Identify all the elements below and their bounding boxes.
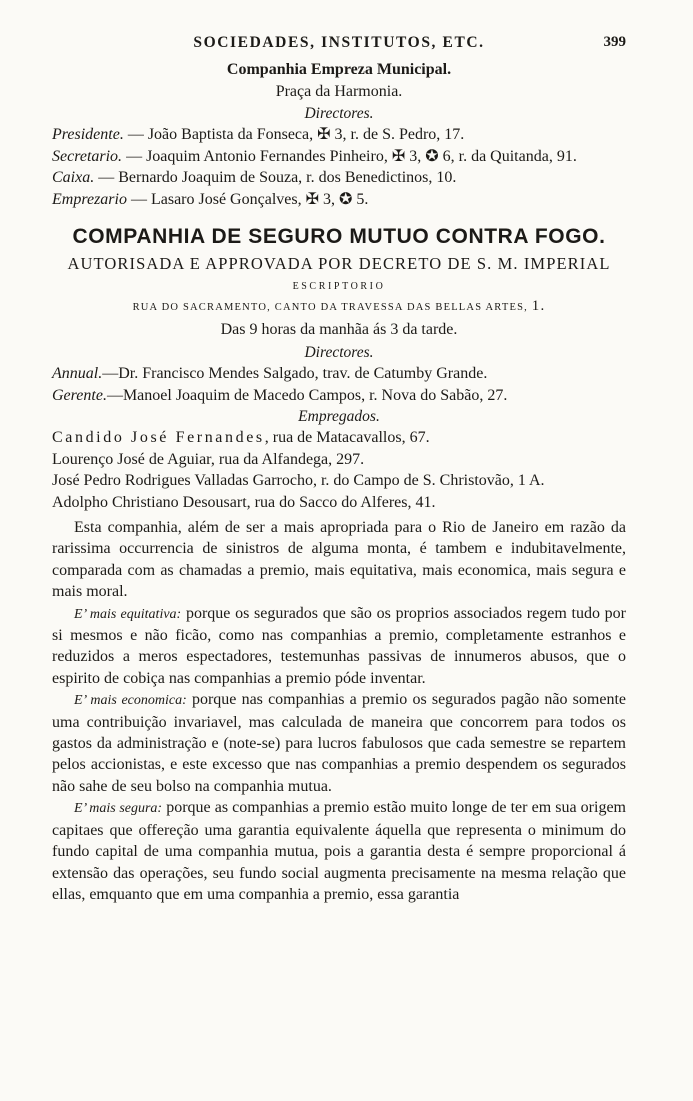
empregado-entry	[52, 492, 626, 514]
seguro-title: COMPANHIA DE SEGURO MUTUO CONTRA FOGO.	[72, 225, 606, 248]
director-entry	[52, 189, 626, 211]
empregado-details: , rua de Matacavallos, 67.	[264, 429, 430, 446]
director-details: — João Baptista da Fonseca, ✠ 3, r. de S. Pedro, 17.	[123, 126, 465, 143]
page-number: 399	[603, 34, 626, 50]
escriptorio-label: ESCRIPTORIO	[292, 281, 386, 292]
director-details: —Manoel Joaquim de Macedo Campos, r. Nova do Sabão, 27.	[106, 386, 508, 404]
empresa-address: Praça da Harmonia.	[275, 83, 403, 100]
running-head	[52, 34, 626, 58]
director-entry	[52, 124, 626, 146]
paragraph-lead: E’ mais equitativa:	[74, 606, 182, 622]
seguro-address-number: 1.	[531, 298, 546, 314]
page-content	[52, 34, 626, 905]
empresa-directores-heading: Directores.	[304, 105, 374, 122]
director-role: Secretario.	[52, 147, 123, 165]
paragraph-lead: E’ mais economica:	[74, 693, 187, 709]
paragraph-text: Esta companhia, além de ser a mais apropriada para o Rio de Janeiro em razão da rarissima occurrencia de sinistros de alguma monta, é tambem e indubitavelmente, comparada com as chamadas a premio, mais equitativa, mais economica, mais segura e mais moral.	[52, 519, 626, 601]
empregado-details: Adolpho Christiano Desousart, rua do Sacco do Alferes, 41.	[52, 493, 436, 511]
paragraph-text: porque os segurados que são os proprios associados regem tudo por si mesmos e não ficão, como nas companhias a premio, completamente estranhos e reduzidos a meros espectadores, testemunhas passivas de innumeros abusos, que o espirito de cobiça nas companhias a premio póde inventar.	[52, 604, 626, 687]
seguro-directores-list	[52, 363, 626, 406]
body-paragraph	[52, 797, 626, 905]
paragraph-text: porque as companhias a premio estão muito longe de ter em sua origem capitaes que offereção uma garantia equivalente áquella que representa o minimum do fundo capital de uma companhia mutua, pois a garantia desta é sempre proporcional á extensão das operações, seu fundo social augmenta precisamente na mesma relação que ellas, emquanto que em uma companhia a premio, essa garantia	[52, 799, 626, 903]
empresa-directores-list	[52, 124, 626, 210]
director-details: —Dr. Francisco Mendes Salgado, trav. de Catumby Grande.	[102, 365, 488, 382]
seguro-empregados-heading: Empregados.	[298, 408, 380, 425]
seguro-hours: Das 9 horas da manhãa ás 3 da tarde.	[220, 321, 458, 338]
empresa-name: Companhia Empreza Municipal.	[226, 61, 452, 78]
seguro-empregados-list	[52, 427, 626, 513]
director-entry	[52, 385, 626, 407]
director-entry	[52, 167, 626, 189]
body-paragraph	[52, 689, 626, 797]
body-paragraph	[52, 603, 626, 690]
body-paragraph	[52, 517, 626, 603]
director-role: Caixa.	[52, 169, 95, 186]
director-role: Annual.	[52, 365, 103, 382]
director-entry	[52, 146, 626, 168]
paragraph-lead: E’ mais segura:	[74, 801, 163, 817]
empregado-details: Lourenço José de Aguiar, rua da Alfandega, 297.	[52, 450, 365, 468]
empregado-name: Candido José Fernandes	[52, 429, 265, 446]
director-details: — Bernardo Joaquim de Souza, r. dos Benedictinos, 10.	[94, 169, 457, 186]
director-details: — Joaquim Antonio Fernandes Pinheiro, ✠ 3, ✪ 6, r. da Quitanda, 91.	[122, 147, 577, 165]
empregado-entry	[52, 449, 626, 471]
director-role: Gerente.	[52, 386, 107, 404]
seguro-subtitle: AUTORISADA E APPROVADA POR DECRETO DE S. M. IMPERIAL	[67, 254, 611, 273]
director-details: — Lasaro José Gonçalves, ✠ 3, ✪ 5.	[126, 190, 369, 208]
seguro-directores-heading: Directores.	[304, 344, 374, 361]
empregado-entry	[52, 427, 626, 449]
paragraph-text: porque nas companhias a premio os segurados pagão não somente uma contribuição invariavel, mas calculada de maneira que concorrem para todos os gastos da administração e (note-se) para lucros fabulosos que cada semestre se repartem pelos accionistas, e este excesso que nas companhias a premio despendem os segurados não sahe de seu bolso na companhia mutua.	[52, 691, 627, 795]
empregado-details: José Pedro Rodrigues Valladas Garrocho, r. do Campo de S. Christovão, 1 A.	[52, 472, 545, 489]
director-role: Presidente.	[52, 126, 124, 143]
running-head-title: SOCIEDADES, INSTITUTOS, ETC.	[193, 34, 485, 51]
empregado-entry	[52, 470, 626, 492]
seguro-address	[52, 296, 626, 318]
seguro-address-street: RUA DO SACRAMENTO, CANTO DA TRAVESSA DAS BELLAS ARTES,	[132, 302, 528, 313]
director-entry	[52, 363, 626, 385]
director-role: Emprezario	[52, 190, 127, 208]
